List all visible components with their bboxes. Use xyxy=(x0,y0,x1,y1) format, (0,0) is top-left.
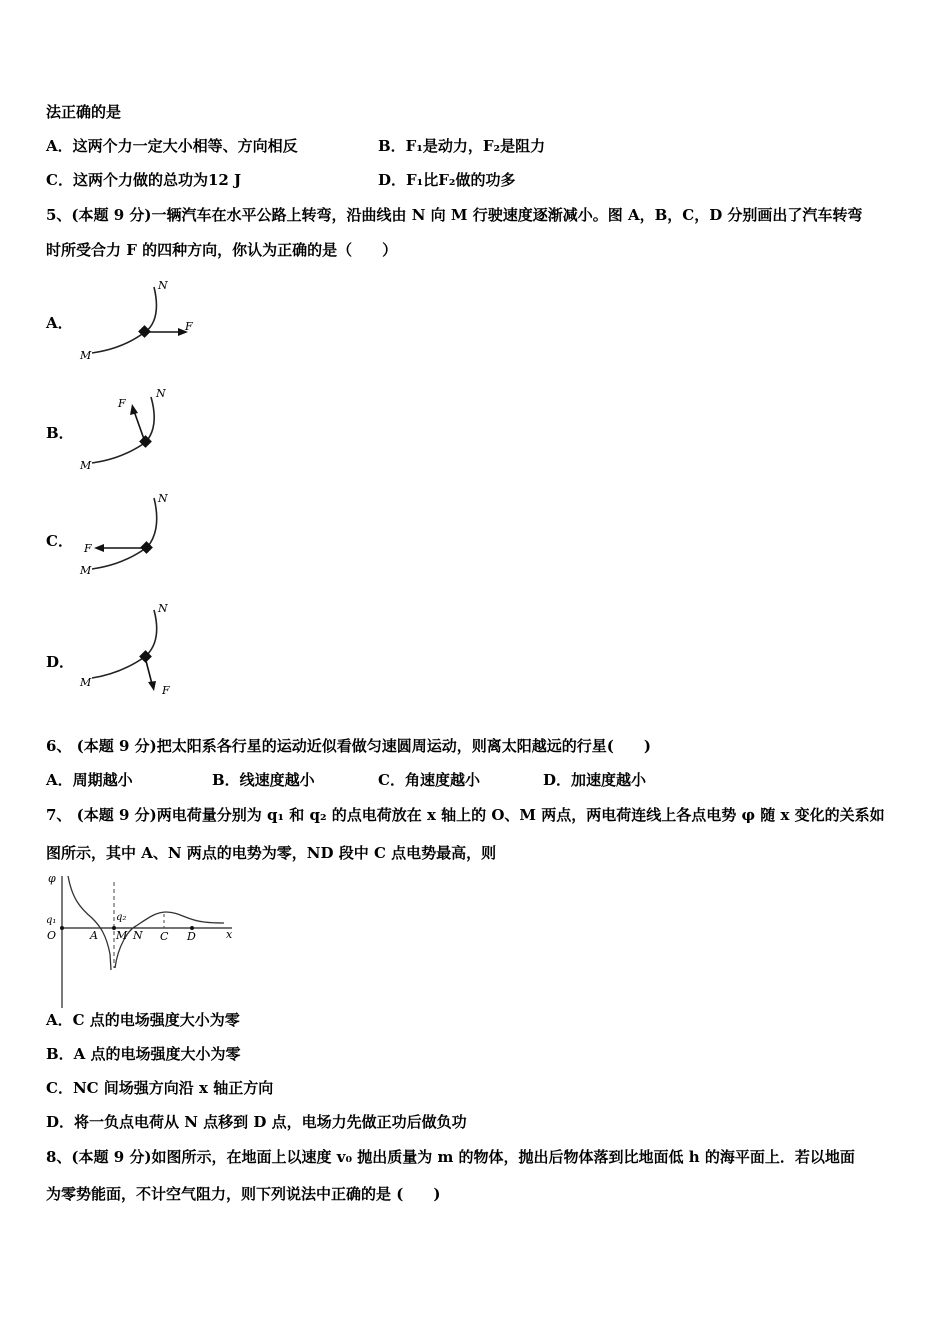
q7-label-o: O xyxy=(47,929,57,942)
q5-figure-c xyxy=(70,490,220,580)
q5-d-label-f: F xyxy=(162,684,170,697)
q6-option-d[interactable]: D．加速度越小 xyxy=(543,771,647,789)
q7-label-c: C xyxy=(160,930,169,943)
q5-figure-d xyxy=(70,600,220,700)
q5-b-label-n: N xyxy=(156,387,166,400)
q5-c-label-f: F xyxy=(84,542,92,555)
q5-a-label-m: M xyxy=(80,349,92,362)
q5-d-label-n: N xyxy=(158,602,168,615)
q4-option-b[interactable]: B．F₁是动力，F₂是阻力 xyxy=(378,137,546,155)
q5-a-label-f: F xyxy=(185,320,193,333)
q7-option-d[interactable]: D．将一负点电荷从 N 点移到 D 点，电场力先做正功后做负功 xyxy=(46,1113,467,1131)
q7-label-q2: q₂ xyxy=(116,912,127,923)
q5-d-label-m: M xyxy=(80,676,92,689)
q7-label-phi: φ xyxy=(48,872,56,885)
q6-option-a[interactable]: A．周期越小 xyxy=(46,771,133,789)
q7-stem-line1: 7、 (本题 9 分)两电荷量分别为 q₁ 和 q₂ 的点电荷放在 x 轴上的 O、M 两点，两电荷连线上各点电势 φ 随 x 变化的关系如 xyxy=(46,806,885,824)
q5-option-d-label[interactable]: D． xyxy=(46,653,75,671)
q7-option-a[interactable]: A．C 点的电场强度大小为零 xyxy=(46,1011,240,1029)
q7-curve-right xyxy=(115,912,224,968)
q6-stem: 6、 (本题 9 分)把太阳系各行星的运动近似看做匀速圆周运动，则离太阳越远的行星( ) xyxy=(46,737,651,755)
q5-option-a-label[interactable]: A． xyxy=(46,314,73,332)
q7-label-m: M xyxy=(116,929,128,942)
q7-option-c[interactable]: C．NC 间场强方向沿 x 轴正方向 xyxy=(46,1079,274,1097)
q5-option-b-label[interactable]: B． xyxy=(46,424,74,442)
q5-b-label-m: M xyxy=(80,459,92,472)
q5-a-label-n: N xyxy=(158,279,168,292)
q4-option-a[interactable]: A．这两个力一定大小相等、方向相反 xyxy=(46,137,298,155)
q4-option-c[interactable]: C．这两个力做的总功为12 J xyxy=(46,171,242,189)
q5-figure-a xyxy=(70,275,220,365)
q5-stem-line2: 时所受合力 F 的四种方向，你认为正确的是（ ） xyxy=(46,241,398,259)
q7-label-x: x xyxy=(226,928,233,941)
q7-potential-graph xyxy=(44,868,244,1008)
q7-label-d: D xyxy=(187,930,196,943)
q7-option-b[interactable]: B．A 点的电场强度大小为零 xyxy=(46,1045,241,1063)
q6-option-b[interactable]: B．线速度越小 xyxy=(212,771,315,789)
q4-option-d[interactable]: D．F₁比F₂做的功多 xyxy=(378,171,516,189)
q7-label-a: A xyxy=(90,929,98,942)
q7-curve-left xyxy=(68,876,111,970)
q5-stem-line1: 5、(本题 9 分)一辆汽车在水平公路上转弯，沿曲线由 N 向 M 行驶速度逐渐减小。图 A，B，C，D 分别画出了汽车转弯 xyxy=(46,206,863,224)
q7-label-n: N xyxy=(133,929,143,942)
q5-c-label-m: M xyxy=(80,564,92,577)
q8-stem-line2: 为零势能面，不计空气阻力，则下列说法中正确的是 ( ) xyxy=(46,1185,441,1203)
q5-b-label-f: F xyxy=(118,397,126,410)
q7-stem-line2: 图所示，其中 A、N 两点的电势为零，ND 段中 C 点电势最高，则 xyxy=(46,844,497,862)
q8-stem-line1: 8、(本题 9 分)如图所示，在地面上以速度 v₀ 抛出质量为 m 的物体，抛出后物体落到比地面低 h 的海平面上．若以地面 xyxy=(46,1148,855,1166)
q5-figure-b xyxy=(70,385,220,475)
q4-stem-tail: 法正确的是 xyxy=(46,103,122,121)
q7-label-q1: q₁ xyxy=(46,915,57,926)
q5-c-label-n: N xyxy=(158,492,168,505)
q6-option-c[interactable]: C．角速度越小 xyxy=(378,771,480,789)
q5-option-c-label[interactable]: C． xyxy=(46,532,73,550)
